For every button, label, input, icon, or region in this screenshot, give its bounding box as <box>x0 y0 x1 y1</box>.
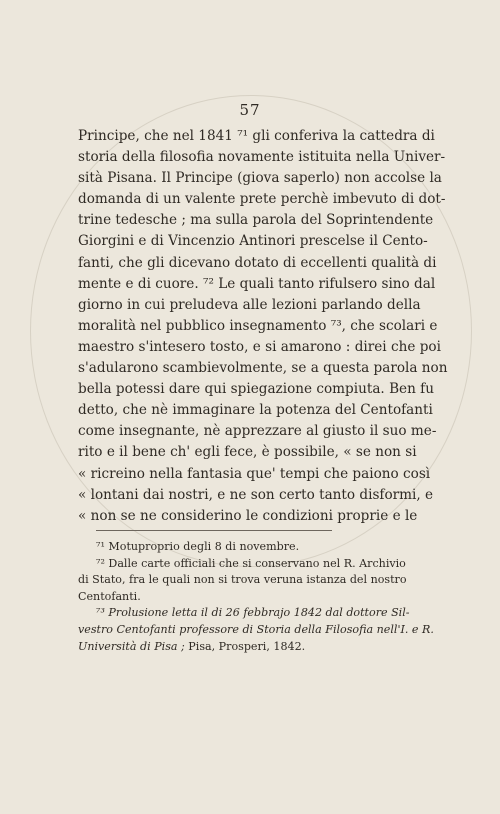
body-line: « non se ne considerino le condizioni proprie e le <box>78 507 418 524</box>
footnote-73-imprint: Pisa, Prosperi, 1842. <box>184 639 306 653</box>
body-line: sità Pisana. Il Principe (giova saperlo) non accolse la <box>78 170 442 187</box>
body-line: Giorgini e di Vincenzio Antinori prescelse il Cento- <box>78 233 428 250</box>
body-line: fanti, che gli dicevano dotato di eccellenti qualità di <box>78 254 437 271</box>
body-line: s'adularono scambievolmente, se a questa parola non <box>78 360 448 377</box>
body-line: trine tedesche ; ma sulla parola del Soprintendente <box>78 212 434 229</box>
body-line: « lontani dai nostri, e ne son certo tanto disformi, e <box>78 486 434 503</box>
footnote-72-line: di Stato, fra le quali non si trova veruna istanza del nostro <box>78 573 407 587</box>
body-line: mente e di cuore. ⁷² Le quali tanto rifulsero sino dal <box>78 275 436 292</box>
footnote-71: ⁷¹ Motuproprio degli 8 di novembre. <box>96 540 300 553</box>
body-line: Principe, che nel 1841 ⁷¹ gli conferiva la cattedra di <box>78 128 435 144</box>
body-text <box>78 126 448 527</box>
body-line: storia della filosofia novamente istituita nella Univer- <box>78 149 446 166</box>
footnote-73-line: vestro Centofanti professore di Storia della Filosofia nell'I. e R. <box>78 622 434 636</box>
footnotes <box>78 539 434 655</box>
footnote-73-title-end: Università di Pisa ; <box>78 639 185 653</box>
body-line: detto, che nè immaginare la potenza del Centofanti <box>78 402 433 419</box>
body-line: come insegnante, nè apprezzare al giusto il suo me- <box>78 423 437 440</box>
body-line: rito e il bene ch' egli fece, è possibile, « se non si <box>78 444 417 461</box>
footnote-72-line: Centofanti. <box>78 589 141 603</box>
footnote-73: ⁷³ Prolusione letta il di 26 febbrajo 1842 dal dottore Sil- <box>96 606 410 620</box>
body-line: moralità nel pubblico insegnamento ⁷³, che scolari e <box>78 317 438 334</box>
body-line: « ricreino nella fantasia que' tempi che paiono così <box>78 465 431 482</box>
page-number: 57 <box>239 101 261 119</box>
footnote-divider <box>96 530 332 531</box>
body-line: giorno in cui preludeva alle lezioni parlando della <box>78 296 421 313</box>
body-line: bella potessi dare qui spiegazione compiuta. Ben fu <box>78 381 434 398</box>
footnote-72: ⁷² Dalle carte officiali che si conservano nel R. Archivio <box>96 556 406 570</box>
body-line: domanda di un valente prete perchè imbevuto di dot- <box>78 191 446 208</box>
body-line: maestro s'intesero tosto, e si amarono : direi che poi <box>78 338 441 355</box>
footnote-73-line <box>78 639 390 656</box>
